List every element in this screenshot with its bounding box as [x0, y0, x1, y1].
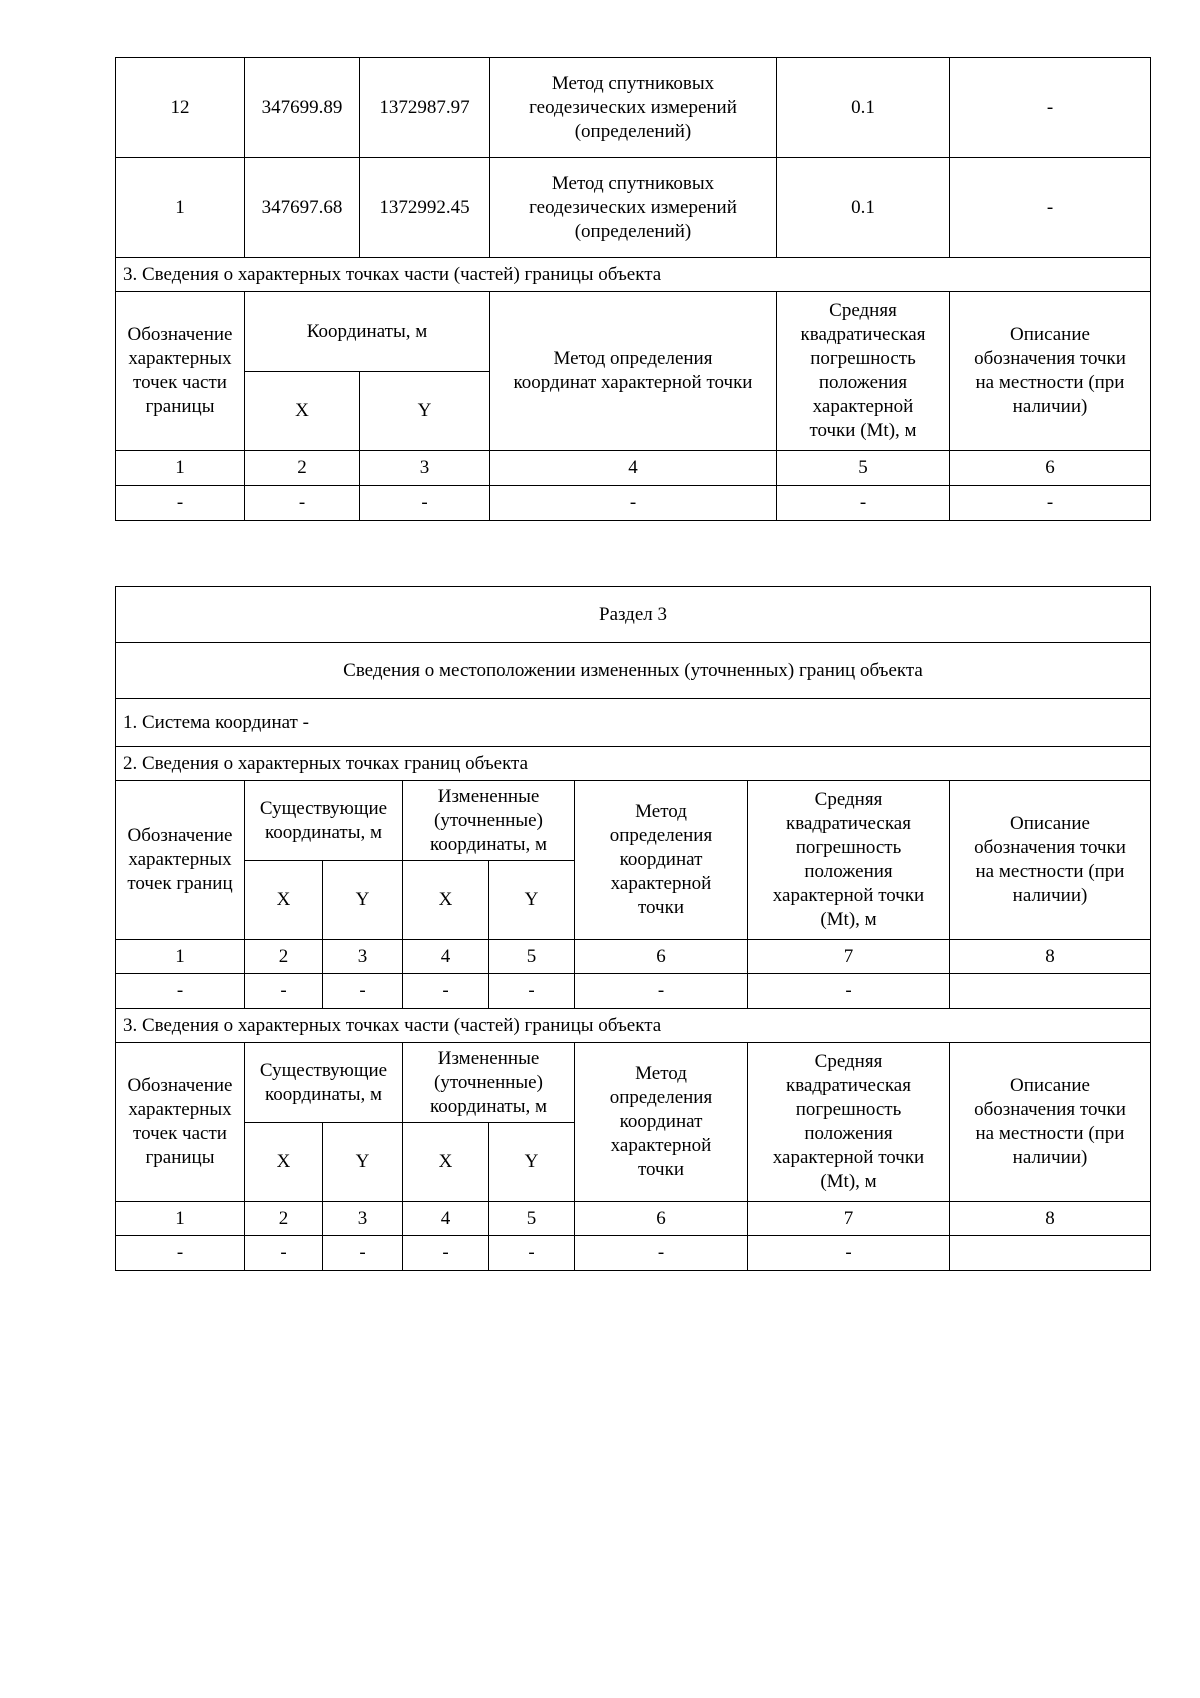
empty-cell: - — [575, 1236, 748, 1271]
point-number: 12 — [116, 58, 245, 158]
header-x: X — [245, 861, 323, 940]
empty-row — [116, 974, 1151, 1009]
empty-cell: - — [360, 486, 490, 521]
header-description: Описание обозначения точки на местности (при наличии) — [950, 781, 1151, 940]
col-number: 2 — [245, 940, 323, 974]
header-method: Метод определения координат характерной точки — [575, 1043, 748, 1202]
empty-cell: - — [489, 974, 575, 1009]
col-number: 3 — [323, 940, 403, 974]
empty-cell — [950, 974, 1151, 1009]
col-number: 3 — [360, 451, 490, 486]
header-x: X — [403, 861, 489, 940]
table-row — [116, 58, 1151, 158]
section-2-title: 2. Сведения о характерных точках границ объекта — [116, 747, 1151, 781]
empty-cell: - — [575, 974, 748, 1009]
header-mt: Средняя квадратическая погрешность положения характерной точки (Mt), м — [777, 292, 950, 451]
mt-cell: 0.1 — [777, 58, 950, 158]
header-existing-coords: Существующие координаты, м — [245, 781, 403, 861]
col-number: 7 — [748, 940, 950, 974]
razdel-3-table — [115, 586, 1151, 1271]
header-coordinates: Координаты, м — [245, 292, 490, 372]
table-row — [116, 158, 1151, 258]
section-3-title: 3. Сведения о характерных точках части (частей) границы объекта — [116, 1009, 1151, 1043]
empty-cell: - — [245, 974, 323, 1009]
col-number: 5 — [489, 1202, 575, 1236]
point-number: 1 — [116, 158, 245, 258]
coord-x: 347699.89 — [245, 58, 360, 158]
header-mt: Средняя квадратическая погрешность положения характерной точки (Mt), м — [748, 781, 950, 940]
empty-cell: - — [489, 1236, 575, 1271]
col-number: 4 — [403, 1202, 489, 1236]
header-y: Y — [360, 372, 490, 451]
empty-cell: - — [245, 1236, 323, 1271]
header-existing-coords: Существующие координаты, м — [245, 1043, 403, 1123]
col-number: 4 — [490, 451, 777, 486]
mt-cell: 0.1 — [777, 158, 950, 258]
column-numbers-row — [116, 451, 1151, 486]
coord-x: 347697.68 — [245, 158, 360, 258]
header-description: Описание обозначения точки на местности (при наличии) — [950, 292, 1151, 451]
col-number: 5 — [489, 940, 575, 974]
header-designation: Обозначение характерных точек части границы — [116, 1043, 245, 1202]
description-cell: - — [950, 158, 1151, 258]
col-number: 8 — [950, 1202, 1151, 1236]
col-number: 2 — [245, 1202, 323, 1236]
empty-cell: - — [950, 486, 1151, 521]
header-y: Y — [489, 1123, 575, 1202]
empty-cell: - — [403, 1236, 489, 1271]
header-x: X — [403, 1123, 489, 1202]
header-method: Метод определения координат характерной точки — [490, 292, 777, 451]
empty-cell: - — [777, 486, 950, 521]
col-number: 2 — [245, 451, 360, 486]
empty-cell: - — [748, 974, 950, 1009]
col-number: 8 — [950, 940, 1151, 974]
col-number: 6 — [575, 940, 748, 974]
col-number: 6 — [950, 451, 1151, 486]
coordinate-system: 1. Система координат - — [116, 699, 1151, 747]
header-designation: Обозначение характерных точек границ — [116, 781, 245, 940]
empty-cell: - — [403, 974, 489, 1009]
empty-row — [116, 1236, 1151, 1271]
empty-cell: - — [748, 1236, 950, 1271]
empty-cell: - — [116, 486, 245, 521]
header-method: Метод определения координат характерной точки — [575, 781, 748, 940]
description-cell: - — [950, 58, 1151, 158]
col-number: 6 — [575, 1202, 748, 1236]
header-designation: Обозначение характерных точек части границы — [116, 292, 245, 451]
method-cell: Метод спутниковых геодезических измерений (определений) — [490, 58, 777, 158]
col-number: 4 — [403, 940, 489, 974]
empty-cell — [950, 1236, 1151, 1271]
col-number: 1 — [116, 940, 245, 974]
col-number: 3 — [323, 1202, 403, 1236]
coord-y: 1372992.45 — [360, 158, 490, 258]
col-number: 1 — [116, 1202, 245, 1236]
empty-cell: - — [116, 1236, 245, 1271]
header-y: Y — [323, 861, 403, 940]
section-subtitle: Сведения о местоположении измененных (уточненных) границ объекта — [116, 643, 1151, 699]
empty-cell: - — [245, 486, 360, 521]
empty-cell: - — [323, 974, 403, 1009]
section-3-title: 3. Сведения о характерных точках части (частей) границы объекта — [116, 258, 1151, 292]
column-numbers-row — [116, 940, 1151, 974]
coord-y: 1372987.97 — [360, 58, 490, 158]
header-description: Описание обозначения точки на местности (при наличии) — [950, 1043, 1151, 1202]
empty-cell: - — [116, 974, 245, 1009]
header-x: X — [245, 1123, 323, 1202]
empty-cell: - — [323, 1236, 403, 1271]
section-heading: Раздел 3 — [116, 587, 1151, 643]
col-number: 1 — [116, 451, 245, 486]
column-numbers-row — [116, 1202, 1151, 1236]
col-number: 5 — [777, 451, 950, 486]
empty-cell: - — [490, 486, 777, 521]
header-y: Y — [489, 861, 575, 940]
header-x: X — [245, 372, 360, 451]
header-changed-coords: Измененные (уточненные) координаты, м — [403, 1043, 575, 1123]
method-cell: Метод спутниковых геодезических измерений (определений) — [490, 158, 777, 258]
header-y: Y — [323, 1123, 403, 1202]
header-mt: Средняя квадратическая погрешность положения характерной точки (Mt), м — [748, 1043, 950, 1202]
header-changed-coords: Измененные (уточненные) координаты, м — [403, 781, 575, 861]
col-number: 7 — [748, 1202, 950, 1236]
boundary-points-table — [115, 57, 1151, 521]
empty-row — [116, 486, 1151, 521]
